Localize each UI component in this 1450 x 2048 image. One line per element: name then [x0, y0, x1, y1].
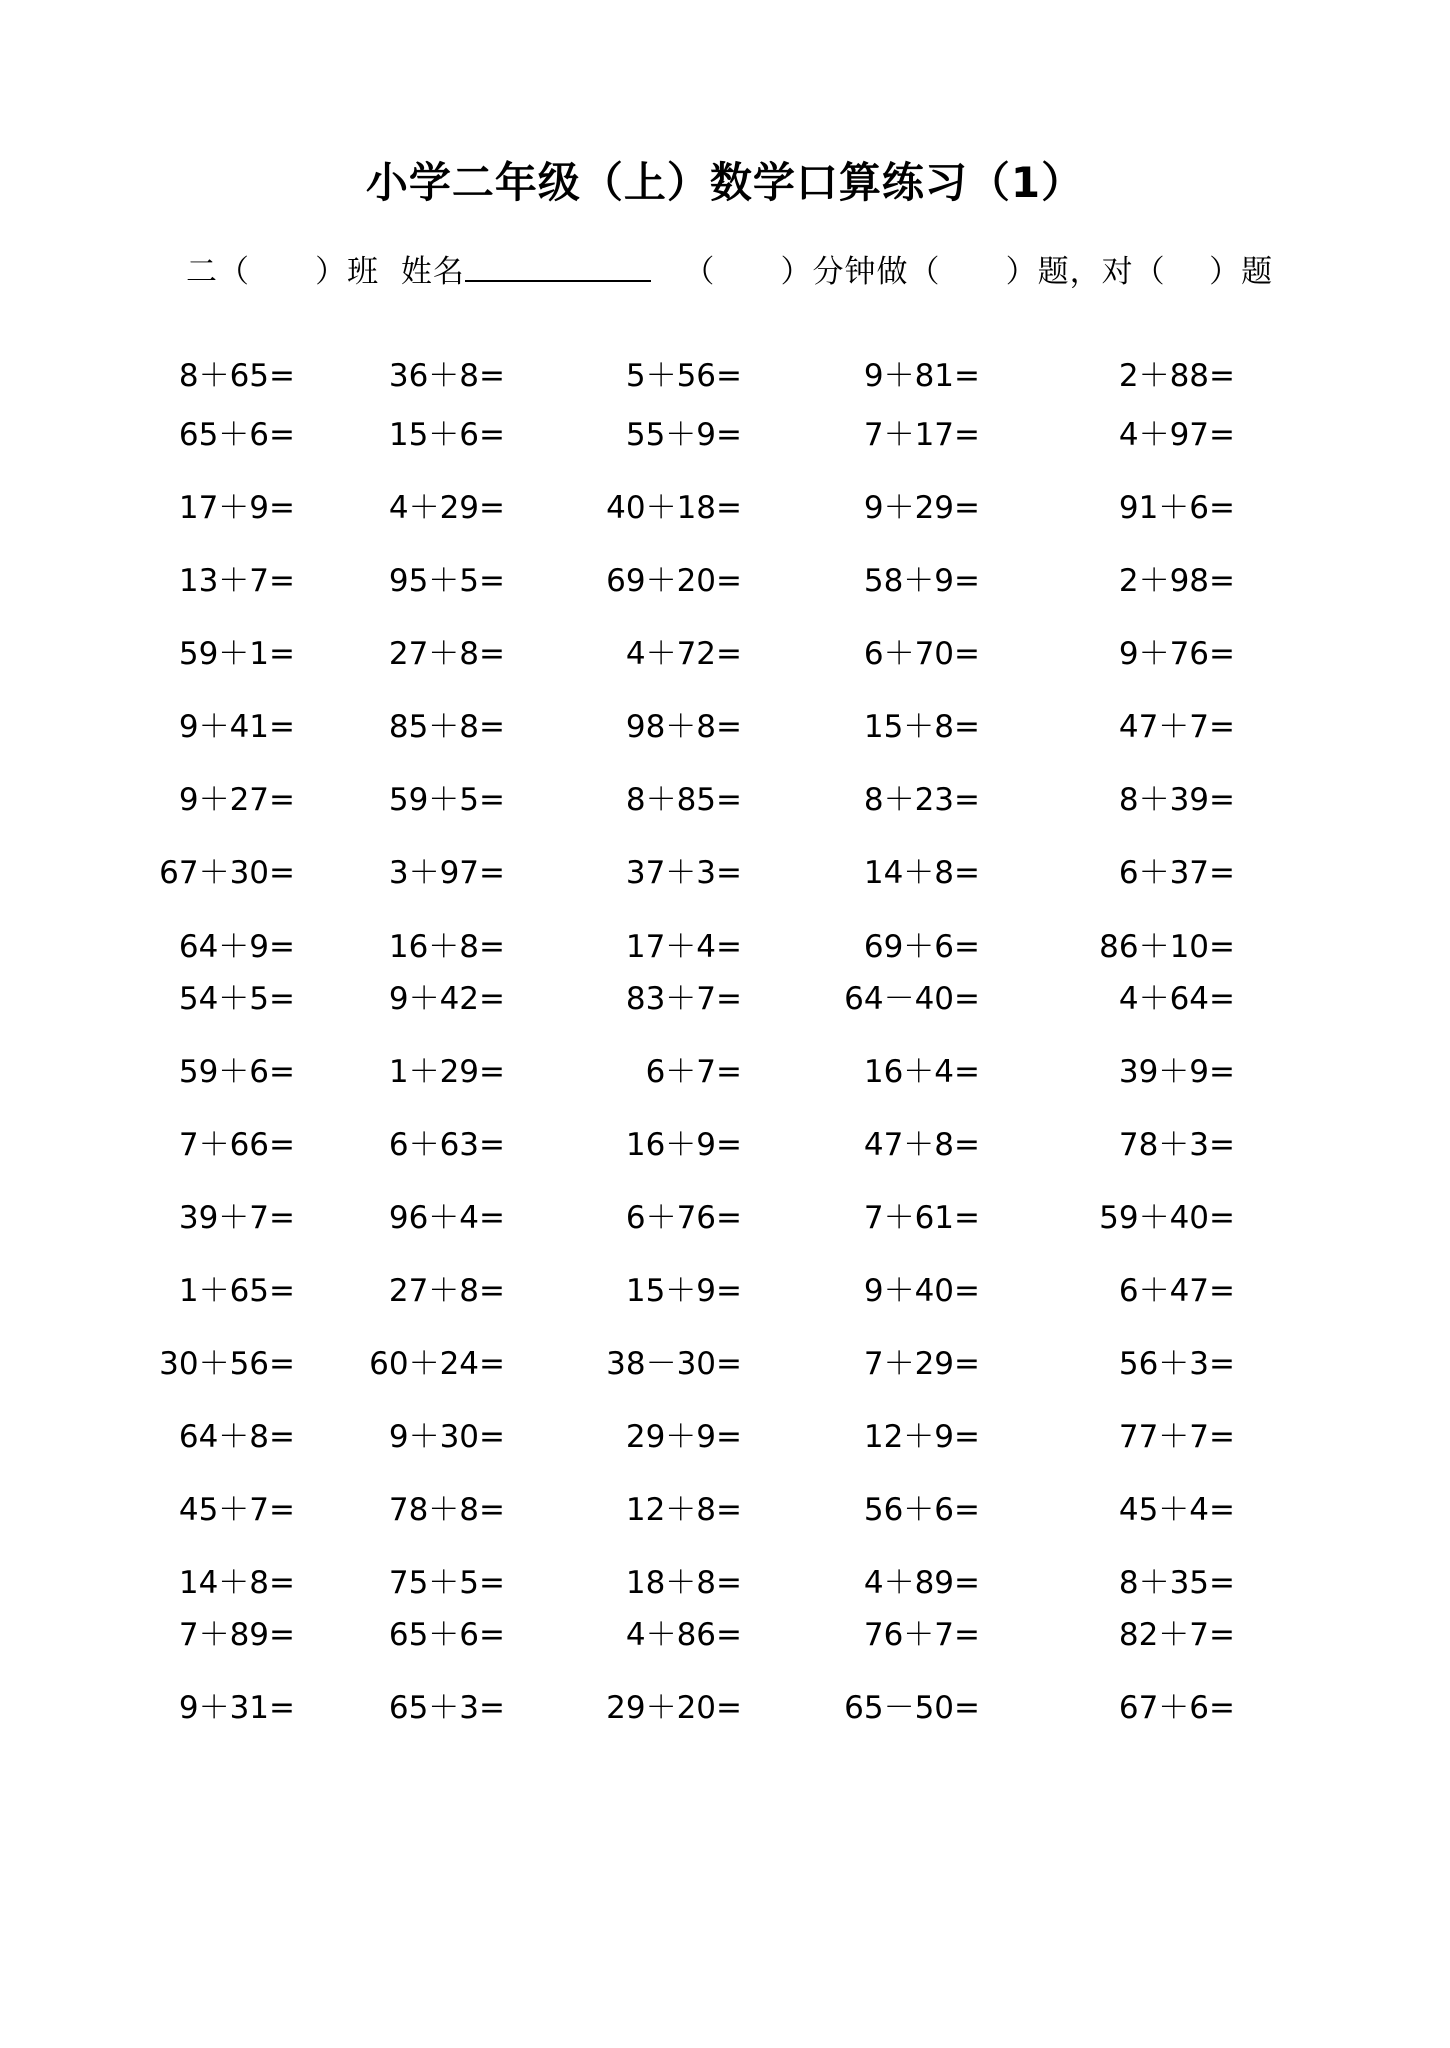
problem-item: 9＋81=	[863, 358, 980, 394]
problem-item: 16＋4=	[863, 1054, 980, 1090]
problem-item: 9＋40=	[863, 1273, 980, 1309]
problem-row	[0, 707, 1450, 747]
problem-item: 7＋29=	[863, 1346, 980, 1382]
problem-item: 75＋5=	[388, 1565, 505, 1601]
problem-row	[0, 1344, 1450, 1384]
problem-row	[0, 979, 1450, 1019]
problem-item: 64－40=	[844, 981, 980, 1017]
problem-item: 67＋30=	[159, 855, 295, 891]
problem-item: 7＋66=	[178, 1127, 295, 1163]
problem-item: 2＋98=	[1118, 563, 1235, 599]
problem-item: 58＋9=	[863, 563, 980, 599]
problem-row	[0, 1688, 1450, 1728]
problem-item: 29＋9=	[625, 1419, 742, 1455]
problem-item: 7＋61=	[863, 1200, 980, 1236]
problem-item: 69＋6=	[863, 929, 980, 965]
problem-item: 59＋5=	[388, 782, 505, 818]
problem-row	[0, 1271, 1450, 1311]
problem-row	[0, 1490, 1450, 1530]
problem-item: 59＋6=	[178, 1054, 295, 1090]
problem-item: 15＋8=	[863, 709, 980, 745]
problem-item: 27＋8=	[388, 636, 505, 672]
problem-item: 3＋97=	[388, 855, 505, 891]
problem-row	[0, 561, 1450, 601]
problem-item: 96＋4=	[388, 1200, 505, 1236]
problem-item: 9＋31=	[178, 1690, 295, 1726]
problem-item: 1＋29=	[388, 1054, 505, 1090]
problem-item: 7＋89=	[178, 1617, 295, 1653]
problem-item: 65＋6=	[178, 417, 295, 453]
problem-row	[0, 488, 1450, 528]
problem-row	[0, 1615, 1450, 1655]
problem-item: 4＋86=	[625, 1617, 742, 1653]
problem-item: 64＋8=	[178, 1419, 295, 1455]
problem-item: 6＋63=	[388, 1127, 505, 1163]
problem-item: 14＋8=	[178, 1565, 295, 1601]
problem-item: 59＋40=	[1099, 1200, 1235, 1236]
timing-score-label: （ ）分钟做（ ）题，对（ ）题	[650, 254, 1274, 290]
problem-item: 76＋7=	[863, 1617, 980, 1653]
problem-item: 6＋70=	[863, 636, 980, 672]
problem-item: 78＋8=	[388, 1492, 505, 1528]
problem-item: 16＋8=	[388, 929, 505, 965]
problem-item: 95＋5=	[388, 563, 505, 599]
problem-item: 47＋8=	[863, 1127, 980, 1163]
problem-item: 9＋29=	[863, 490, 980, 526]
page-title: 小学二年级（上）数学口算练习（1）	[365, 158, 1085, 207]
problem-item: 4＋64=	[1118, 981, 1235, 1017]
problem-row	[0, 634, 1450, 674]
problem-item: 17＋4=	[625, 929, 742, 965]
problem-item: 59＋1=	[178, 636, 295, 672]
problem-row	[0, 853, 1450, 893]
problem-row	[0, 1417, 1450, 1457]
problem-item: 56＋6=	[863, 1492, 980, 1528]
problem-item: 39＋7=	[178, 1200, 295, 1236]
problem-item: 9＋27=	[178, 782, 295, 818]
problem-item: 39＋9=	[1118, 1054, 1235, 1090]
problem-item: 12＋8=	[625, 1492, 742, 1528]
problem-item: 40＋18=	[606, 490, 742, 526]
problem-item: 8＋35=	[1118, 1565, 1235, 1601]
problem-item: 30＋56=	[159, 1346, 295, 1382]
problem-item: 17＋9=	[178, 490, 295, 526]
problem-item: 9＋76=	[1118, 636, 1235, 672]
problem-item: 67＋6=	[1118, 1690, 1235, 1726]
problem-item: 4＋89=	[863, 1565, 980, 1601]
problem-item: 8＋39=	[1118, 782, 1235, 818]
name-blank	[465, 250, 651, 282]
class-name-label: 二（ ）班 姓名	[186, 254, 465, 290]
problem-item: 9＋41=	[178, 709, 295, 745]
problem-item: 65＋3=	[388, 1690, 505, 1726]
problem-item: 54＋5=	[178, 981, 295, 1017]
problem-item: 6＋37=	[1118, 855, 1235, 891]
problem-item: 12＋9=	[863, 1419, 980, 1455]
problem-item: 98＋8=	[625, 709, 742, 745]
problem-item: 55＋9=	[625, 417, 742, 453]
problem-item: 78＋3=	[1118, 1127, 1235, 1163]
problem-item: 1＋65=	[178, 1273, 295, 1309]
problem-item: 56＋3=	[1118, 1346, 1235, 1382]
problem-item: 45＋7=	[178, 1492, 295, 1528]
problem-row	[0, 415, 1450, 455]
problem-item: 6＋47=	[1118, 1273, 1235, 1309]
problem-item: 85＋8=	[388, 709, 505, 745]
problem-item: 8＋23=	[863, 782, 980, 818]
problem-row	[0, 780, 1450, 820]
problem-item: 65＋6=	[388, 1617, 505, 1653]
problem-item: 4＋97=	[1118, 417, 1235, 453]
problem-item: 91＋6=	[1118, 490, 1235, 526]
problem-item: 16＋9=	[625, 1127, 742, 1163]
problem-row	[0, 1052, 1450, 1092]
problem-row	[0, 1198, 1450, 1238]
problem-item: 9＋30=	[388, 1419, 505, 1455]
problem-item: 14＋8=	[863, 855, 980, 891]
problem-item: 83＋7=	[625, 981, 742, 1017]
problem-item: 8＋65=	[178, 358, 295, 394]
problem-row	[0, 1563, 1450, 1603]
problem-item: 4＋72=	[625, 636, 742, 672]
problem-item: 6＋76=	[625, 1200, 742, 1236]
problem-item: 82＋7=	[1118, 1617, 1235, 1653]
problem-row	[0, 1125, 1450, 1165]
problem-item: 29＋20=	[606, 1690, 742, 1726]
problem-item: 77＋7=	[1118, 1419, 1235, 1455]
problem-item: 37＋3=	[625, 855, 742, 891]
problem-item: 7＋17=	[863, 417, 980, 453]
problem-row	[0, 927, 1450, 967]
problem-item: 9＋42=	[388, 981, 505, 1017]
student-info-line	[186, 250, 1273, 292]
problem-item: 69＋20=	[606, 563, 742, 599]
problem-item: 47＋7=	[1118, 709, 1235, 745]
problem-row	[0, 356, 1450, 396]
problem-item: 6＋7=	[645, 1054, 742, 1090]
problem-item: 2＋88=	[1118, 358, 1235, 394]
problem-item: 27＋8=	[388, 1273, 505, 1309]
problem-item: 13＋7=	[178, 563, 295, 599]
problem-item: 86＋10=	[1099, 929, 1235, 965]
problem-item: 8＋85=	[625, 782, 742, 818]
problem-item: 60＋24=	[369, 1346, 505, 1382]
problem-item: 15＋9=	[625, 1273, 742, 1309]
problem-item: 45＋4=	[1118, 1492, 1235, 1528]
problem-item: 5＋56=	[625, 358, 742, 394]
problem-item: 64＋9=	[178, 929, 295, 965]
problem-item: 36＋8=	[388, 358, 505, 394]
problem-item: 15＋6=	[388, 417, 505, 453]
problem-item: 18＋8=	[625, 1565, 742, 1601]
problem-item: 4＋29=	[388, 490, 505, 526]
problem-item: 65－50=	[844, 1690, 980, 1726]
problem-item: 38－30=	[606, 1346, 742, 1382]
